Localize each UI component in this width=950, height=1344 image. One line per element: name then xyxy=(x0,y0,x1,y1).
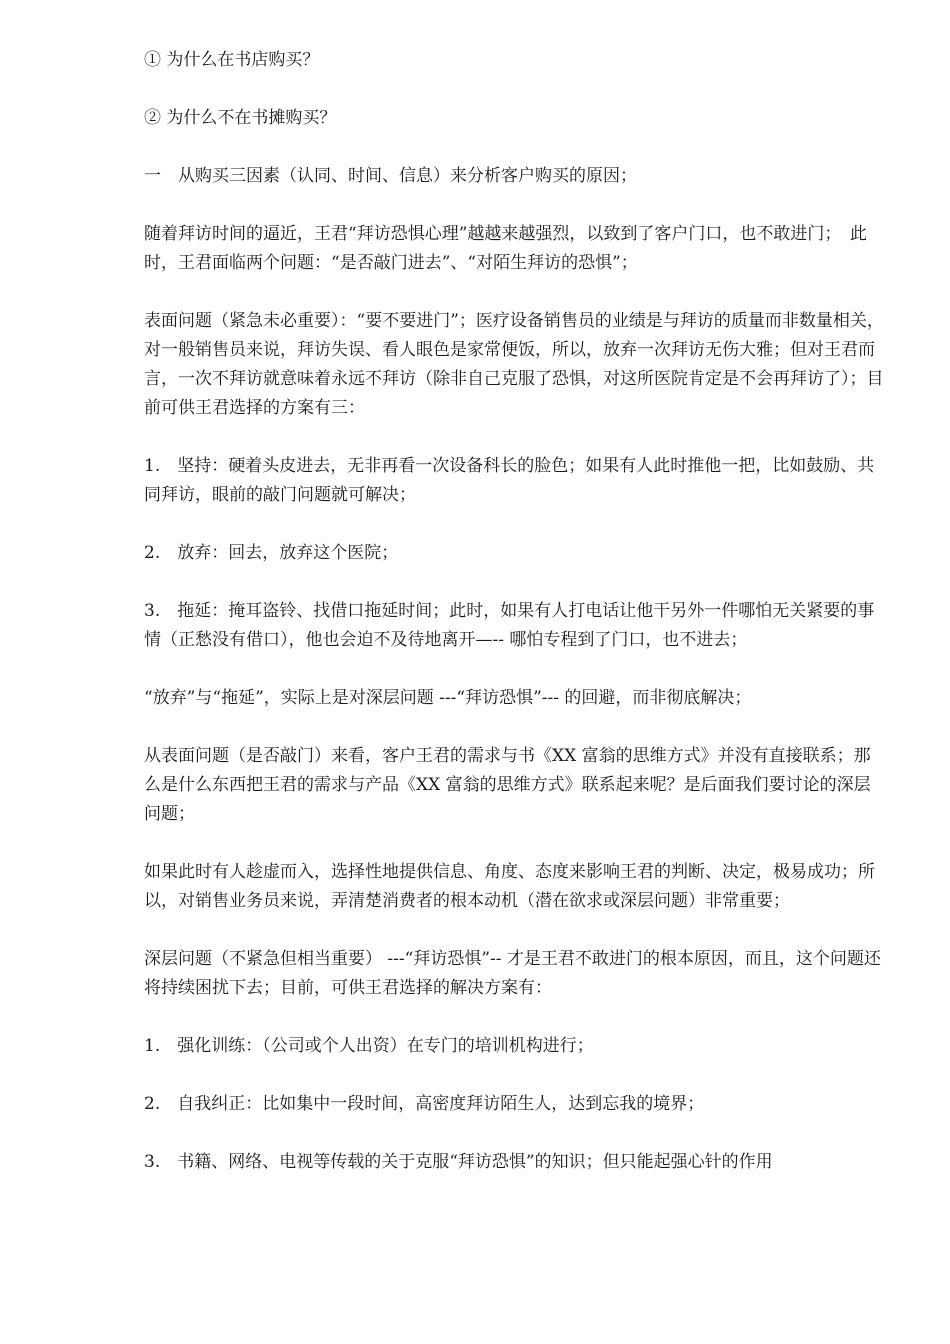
solution-self-correct: 2. 自我纠正：比如集中一段时间，高密度拜访陌生人，达到忘我的境界； xyxy=(144,1094,705,1114)
question-2: ② 为什么不在书摊购买？ xyxy=(144,108,337,128)
option-persist: 1. 坚持：硬着头皮进去，无非再看一次设备科长的脸色；如果有人此时推他一把，比如鼓励、共同拜访，眼前的敲门问题就可解决； xyxy=(144,456,875,505)
paragraph-motivation: 如果此时有人趁虚而入，选择性地提供信息、角度、态度来影响王君的判断、决定，极易成功；所以，对销售业务员来说，弄清楚消费者的根本动机（潜在欲求或深层问题）非常重要； xyxy=(144,862,875,911)
paragraph-deep-problem: 深层问题（不紧急但相当重要） ---“拜访恐惧”-- 才是王君不敢进门的根本原因，而且，这个问题还将持续困扰下去；目前，可供王君选择的解决方案有： xyxy=(144,949,881,998)
document-body xyxy=(144,46,884,1206)
paragraph-surface-problem: 表面问题（紧急未必重要）：“要不要进门”；医疗设备销售员的业绩是与拜访的质量而非数量相关，对一般销售员来说，拜访失误、看人眼色是家常便饭，所以，放弃一次拜访无伤大雅；但对王君而言，一次不拜访就意味着永远不拜访（除非自己克服了恐惧，对这所医院肯定是不会再拜访了）；目前可供王君选择的方案有三： xyxy=(144,311,884,418)
question-1: ① 为什么在书店购买？ xyxy=(144,50,320,70)
option-give-up: 2. 放弃：回去，放弃这个医院； xyxy=(144,543,399,563)
solution-media: 3. 书籍、网络、电视等传载的关于克服“拜访恐惧”的知识；但只能起强心针的作用 xyxy=(144,1152,773,1172)
paragraph-intro: 随着拜访时间的逼近，王君“拜访恐惧心理”越越来越强烈，以致到了客户门口，也不敢进门； 此时，王君面临两个问题：“是否敲门进去”、“对陌生拜访的恐惧”； xyxy=(144,224,867,273)
section-heading: 一 从购买三因素（认同、时间、信息）来分析客户购买的原因； xyxy=(144,166,637,186)
paragraph-avoidance: “放弃”与“拖延”，实际上是对深层问题 ---“拜访恐惧”--- 的回避，而非彻底解决； xyxy=(144,688,752,708)
option-delay: 3. 拖延：掩耳盗铃、找借口拖延时间；此时，如果有人打电话让他干另外一件哪怕无关紧要的事情（正愁没有借口），他也会迫不及待地离开—-- 哪怕专程到了门口，也不进去； xyxy=(144,601,875,650)
paragraph-connection: 从表面问题（是否敲门）来看，客户王君的需求与书《XX 富翁的思维方式》并没有直接联系；那么是什么东西把王君的需求与产品《XX 富翁的思维方式》联系起来呢？是后面我们要讨论的深层问题； xyxy=(144,746,871,824)
solution-training: 1. 强化训练：（公司或个人出资）在专门的培训机构进行； xyxy=(144,1036,594,1056)
